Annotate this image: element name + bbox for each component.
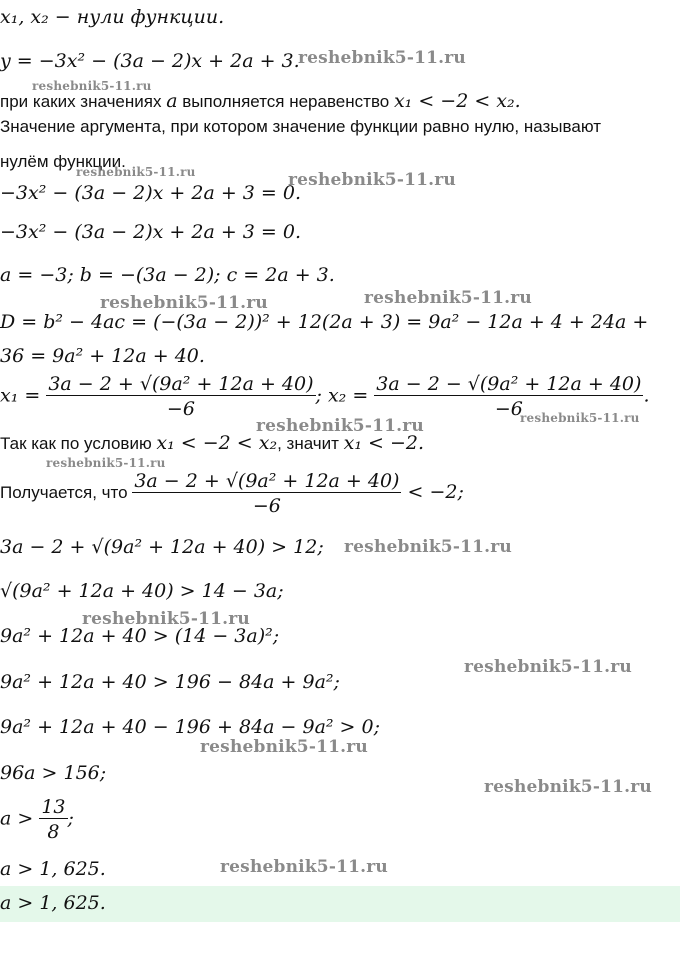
watermark: reshebnik5-11.ru <box>288 170 456 190</box>
line-function: y = −3x² − (3a − 2)x + 2a + 3. <box>0 50 300 72</box>
watermark: reshebnik5-11.ru <box>200 737 368 757</box>
watermark: reshebnik5-11.ru <box>520 411 640 425</box>
watermark: reshebnik5-11.ru <box>344 537 512 557</box>
watermark: reshebnik5-11.ru <box>100 293 268 313</box>
answer-text: a > 1, 625. <box>0 892 106 914</box>
line-step-4: 9a² + 12a + 40 > 196 − 84a + 9a²; <box>0 671 340 693</box>
watermark: reshebnik5-11.ru <box>32 79 152 93</box>
root-x1-fraction: $\frac{\text{3a − 2 + √(9a² + 12a + 40)}}{-6}$ <box>48 373 314 420</box>
line-step-6: 96a > 156; <box>0 762 107 784</box>
line-step-2: √(9a² + 12a + 40) > 14 − 3a; <box>0 580 284 602</box>
line-equation-1: −3x² − (3a − 2)x + 2a + 3 = 0. <box>0 182 302 204</box>
line-definition: Значение аргумента, при котором значение функции равно нулю, называют <box>0 117 601 136</box>
line-step-8: a > 1, 625. <box>0 858 106 880</box>
line-discriminant: D = b² − 4ac = (−(3a − 2))² + 12(2a + 3) = 9a² − 12a + 4 + 24a + <box>0 311 649 333</box>
line-condition: Так как по условию x₁ < −2 < x₂, значит x₁ < −2. <box>0 432 425 454</box>
line-step-7: a > $\frac{13}{8}$ ; <box>0 796 74 843</box>
watermark: reshebnik5-11.ru <box>256 416 424 436</box>
watermark: reshebnik5-11.ru <box>364 288 532 308</box>
watermark: reshebnik5-11.ru <box>484 777 652 797</box>
thirteen-eighths-fraction: $\frac{13}{8}$ <box>41 796 66 843</box>
line-question: при каких значениях a выполняется неравенство x₁ < −2 < x₂. <box>0 90 521 112</box>
line-roots: x₁ = $\frac{\text{3a − 2 + √(9a² + 12a + 40)}}{-6}$ ; x₂ = $\frac{\text{3a − 2 − √(9a² + 12a + 40)}}{-6}$ . <box>0 373 650 420</box>
line-discriminant-end: 36 = 9a² + 12a + 40. <box>0 345 205 367</box>
line-zeros: x₁, x₂ − нули функции. <box>0 6 225 28</box>
line-equation-2: −3x² − (3a − 2)x + 2a + 3 = 0. <box>0 221 302 243</box>
line-inequality-fraction: Получается, что $\frac{\text{3a − 2 + √(9a² + 12a + 40)}}{-6}$ < −2; <box>0 470 464 517</box>
watermark: reshebnik5-11.ru <box>220 857 388 877</box>
answer-box <box>0 886 680 922</box>
watermark: reshebnik5-11.ru <box>76 165 196 179</box>
watermark: reshebnik5-11.ru <box>82 609 250 629</box>
line-step-1: 3a − 2 + √(9a² + 12a + 40) > 12; <box>0 536 324 558</box>
root-x2-fraction: $\frac{\text{3a − 2 − √(9a² + 12a + 40)}}{-6}$ <box>376 373 642 420</box>
watermark: reshebnik5-11.ru <box>298 48 466 68</box>
inequality-fraction: $\frac{\text{3a − 2 + √(9a² + 12a + 40)}}{-6}$ <box>134 470 400 517</box>
watermark: reshebnik5-11.ru <box>464 657 632 677</box>
line-definition-end: нулём функции. <box>0 152 126 171</box>
line-coefficients: a = −3; b = −(3a − 2); c = 2a + 3. <box>0 264 335 286</box>
line-step-3: 9a² + 12a + 40 > (14 − 3a)²; <box>0 625 280 647</box>
watermark: reshebnik5-11.ru <box>46 456 166 470</box>
line-step-5: 9a² + 12a + 40 − 196 + 84a − 9a² > 0; <box>0 716 380 738</box>
